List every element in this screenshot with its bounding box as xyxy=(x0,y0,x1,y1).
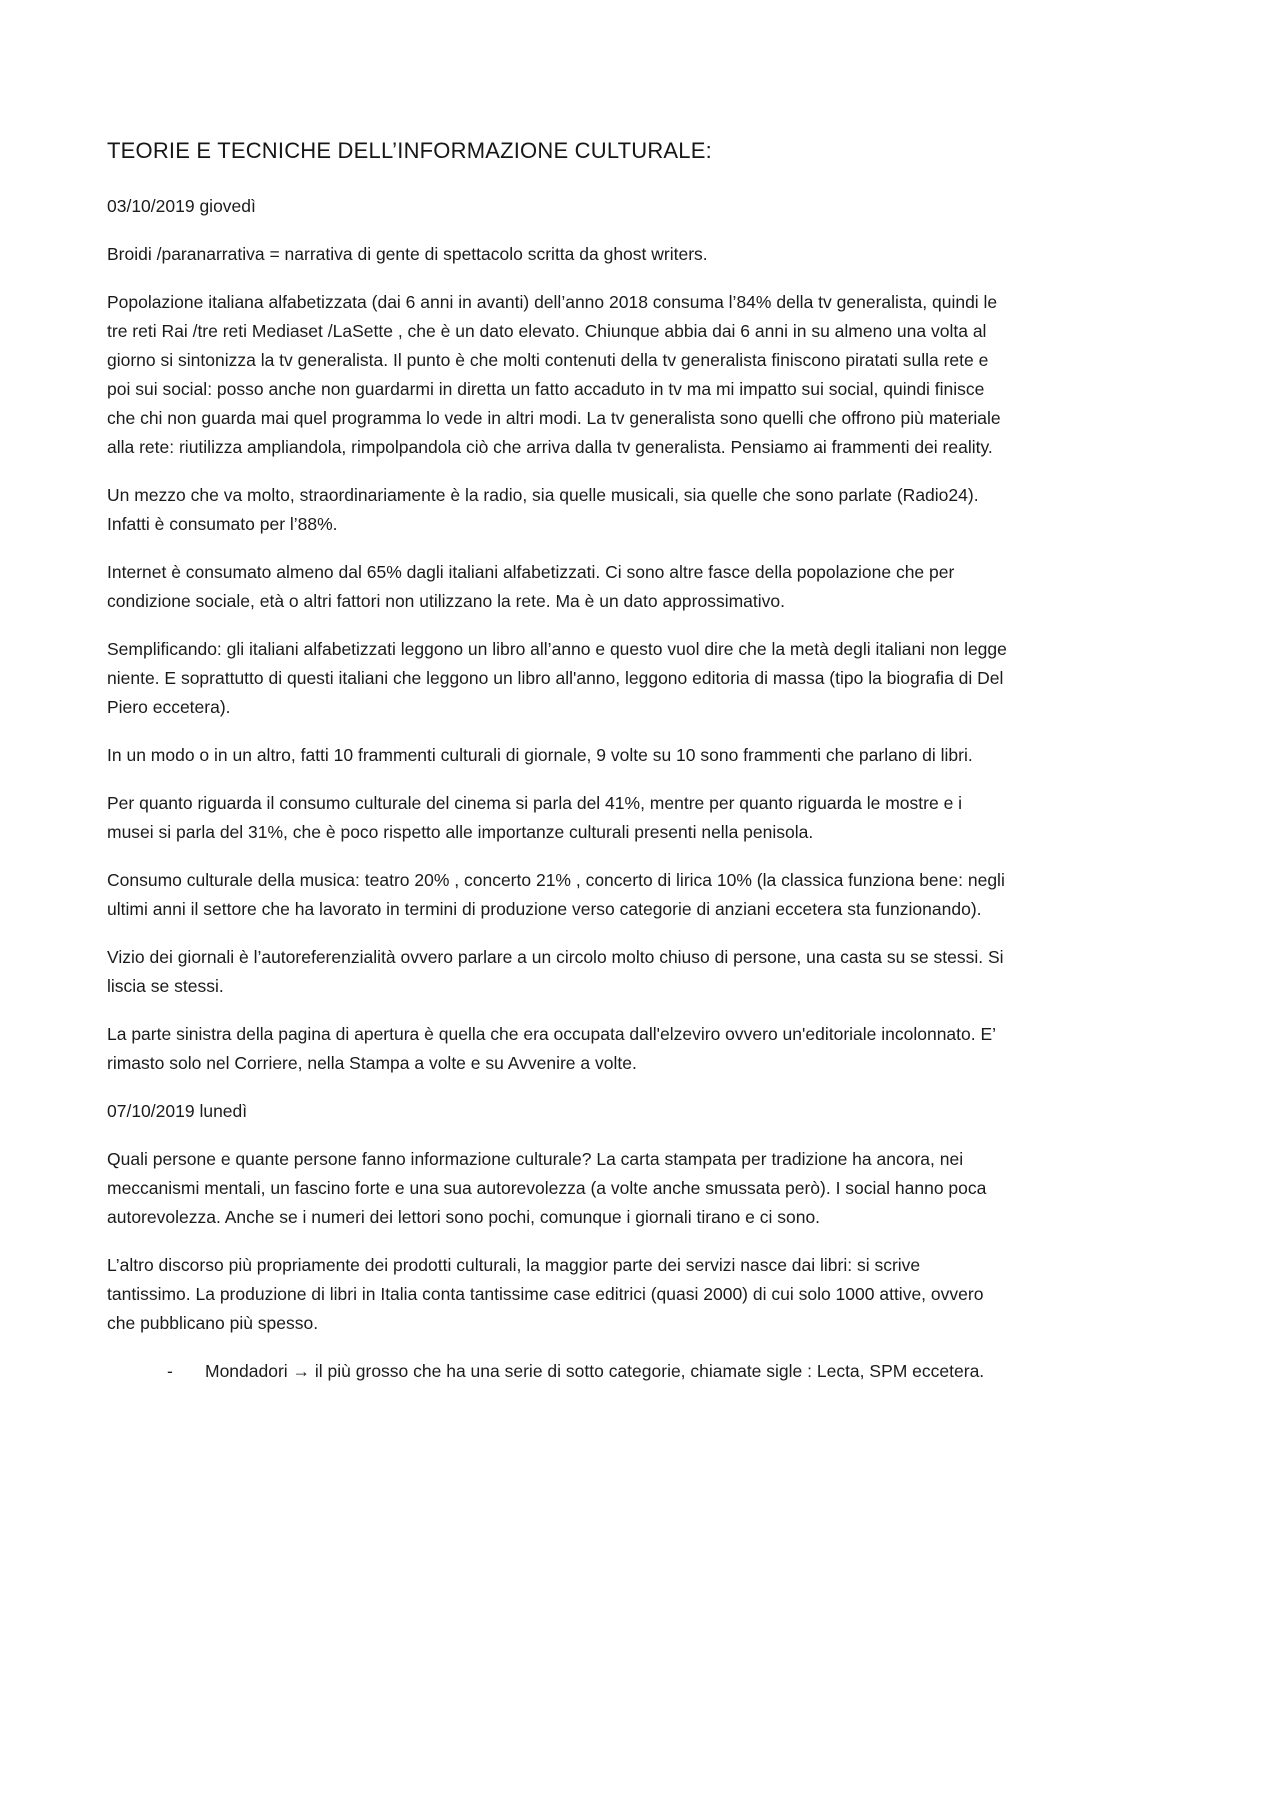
paragraph: Per quanto riguarda il consumo culturale del cinema si parla del 41%, mentre per quanto riguarda le mostre e i musei si parla del 31%, che è poco rispetto alle importanze culturali presenti nella penisola. xyxy=(107,793,963,842)
paragraph: Internet è consumato almeno dal 65% dagli italiani alfabetizzati. Ci sono altre fasce della popolazione che per condizione sociale, età o altri fattori non utilizzano la rete. Ma è un dato approssimativo. xyxy=(107,562,955,611)
document-content xyxy=(107,136,1007,1386)
paragraph: Broidi /paranarrativa = narrativa di gente di spettacolo scritta da ghost writers. xyxy=(107,244,708,264)
paragraph: Vizio dei giornali è l’autoreferenzialità ovvero parlare a un circolo molto chiuso di persone, una casta su se stessi. Si liscia se stessi. xyxy=(107,947,1004,996)
date-heading: 03/10/2019 giovedì xyxy=(107,196,256,216)
paragraph: L’altro discorso più propriamente dei prodotti culturali, la maggior parte dei servizi nasce dai libri: si scrive tantissimo. La produzione di libri in Italia conta tantissime case editrici (quasi 2000) di cui solo 1000 attive, ovvero che pubblicano più spesso. xyxy=(107,1255,984,1333)
paragraph: Un mezzo che va molto, straordinariamente è la radio, sia quelle musicali, sia quelle che sono parlate (Radio24). Infatti è consumato per l’88%. xyxy=(107,485,979,534)
paragraph: Semplificando: gli italiani alfabetizzati leggono un libro all’anno e questo vuol dire che la metà degli italiani non legge niente. E soprattutto di questi italiani che leggono un libro all'anno, leggono editoria di massa (tipo la biografia di Del Piero eccetera). xyxy=(107,639,1007,717)
paragraph: Consumo culturale della musica: teatro 20% , concerto 21% , concerto di lirica 10% (la classica funziona bene: negli ultimi anni il settore che ha lavorato in termini di produzione verso categorie di anziani eccetera sta funzionando). xyxy=(107,870,1005,919)
paragraph: Quali persone e quante persone fanno informazione culturale? La carta stampata per tradizione ha ancora, nei meccanismi mentali, un fascino forte e una sua autorevolezza (a volte anche smussata però). I social hanno poca autorevolezza. Anche se i numeri dei lettori sono pochi, comunque i giornali tirano e ci sono. xyxy=(107,1149,987,1227)
date-heading: 07/10/2019 lunedì xyxy=(107,1101,248,1121)
paragraph: In un modo o in un altro, fatti 10 frammenti culturali di giornale, 9 volte su 10 sono frammenti che parlano di libri. xyxy=(107,745,973,765)
list-item xyxy=(167,1357,1007,1386)
paragraph: Popolazione italiana alfabetizzata (dai 6 anni in avanti) dell’anno 2018 consuma l’84% della tv generalista, quindi le tre reti Rai /tre reti Mediaset /LaSette , che è un dato elevato. Chiunque abbia dai 6 anni in su almeno una volta al giorno si sintonizza la tv generalista. Il punto è che molti contenuti della tv generalista finiscono piratati sulla rete e poi sui social: posso anche non guardarmi in diretta un fatto accaduto in tv ma mi impatto sui social, quindi finisce che chi non guarda mai quel programma lo vede in altri modi. La tv generalista sono quelli che offrono più materiale alla rete: riutilizza ampliandola, rimpolpandola ciò che arriva dalla tv generalista. Pensiamo ai frammenti dei reality. xyxy=(107,292,1001,457)
document-title: TEORIE E TECNICHE DELL’INFORMAZIONE CULTURALE: xyxy=(107,138,712,163)
bullet-marker: - xyxy=(167,1361,173,1381)
list-item-text: Mondadori → il più grosso che ha una serie di sotto categorie, chiamate sigle : Lecta, SPM eccetera. xyxy=(205,1361,985,1381)
paragraph: La parte sinistra della pagina di apertura è quella che era occupata dall'elzeviro ovvero un'editoriale incolonnato. E’ rimasto solo nel Corriere, nella Stampa a volte e su Avvenire a volte. xyxy=(107,1024,996,1073)
